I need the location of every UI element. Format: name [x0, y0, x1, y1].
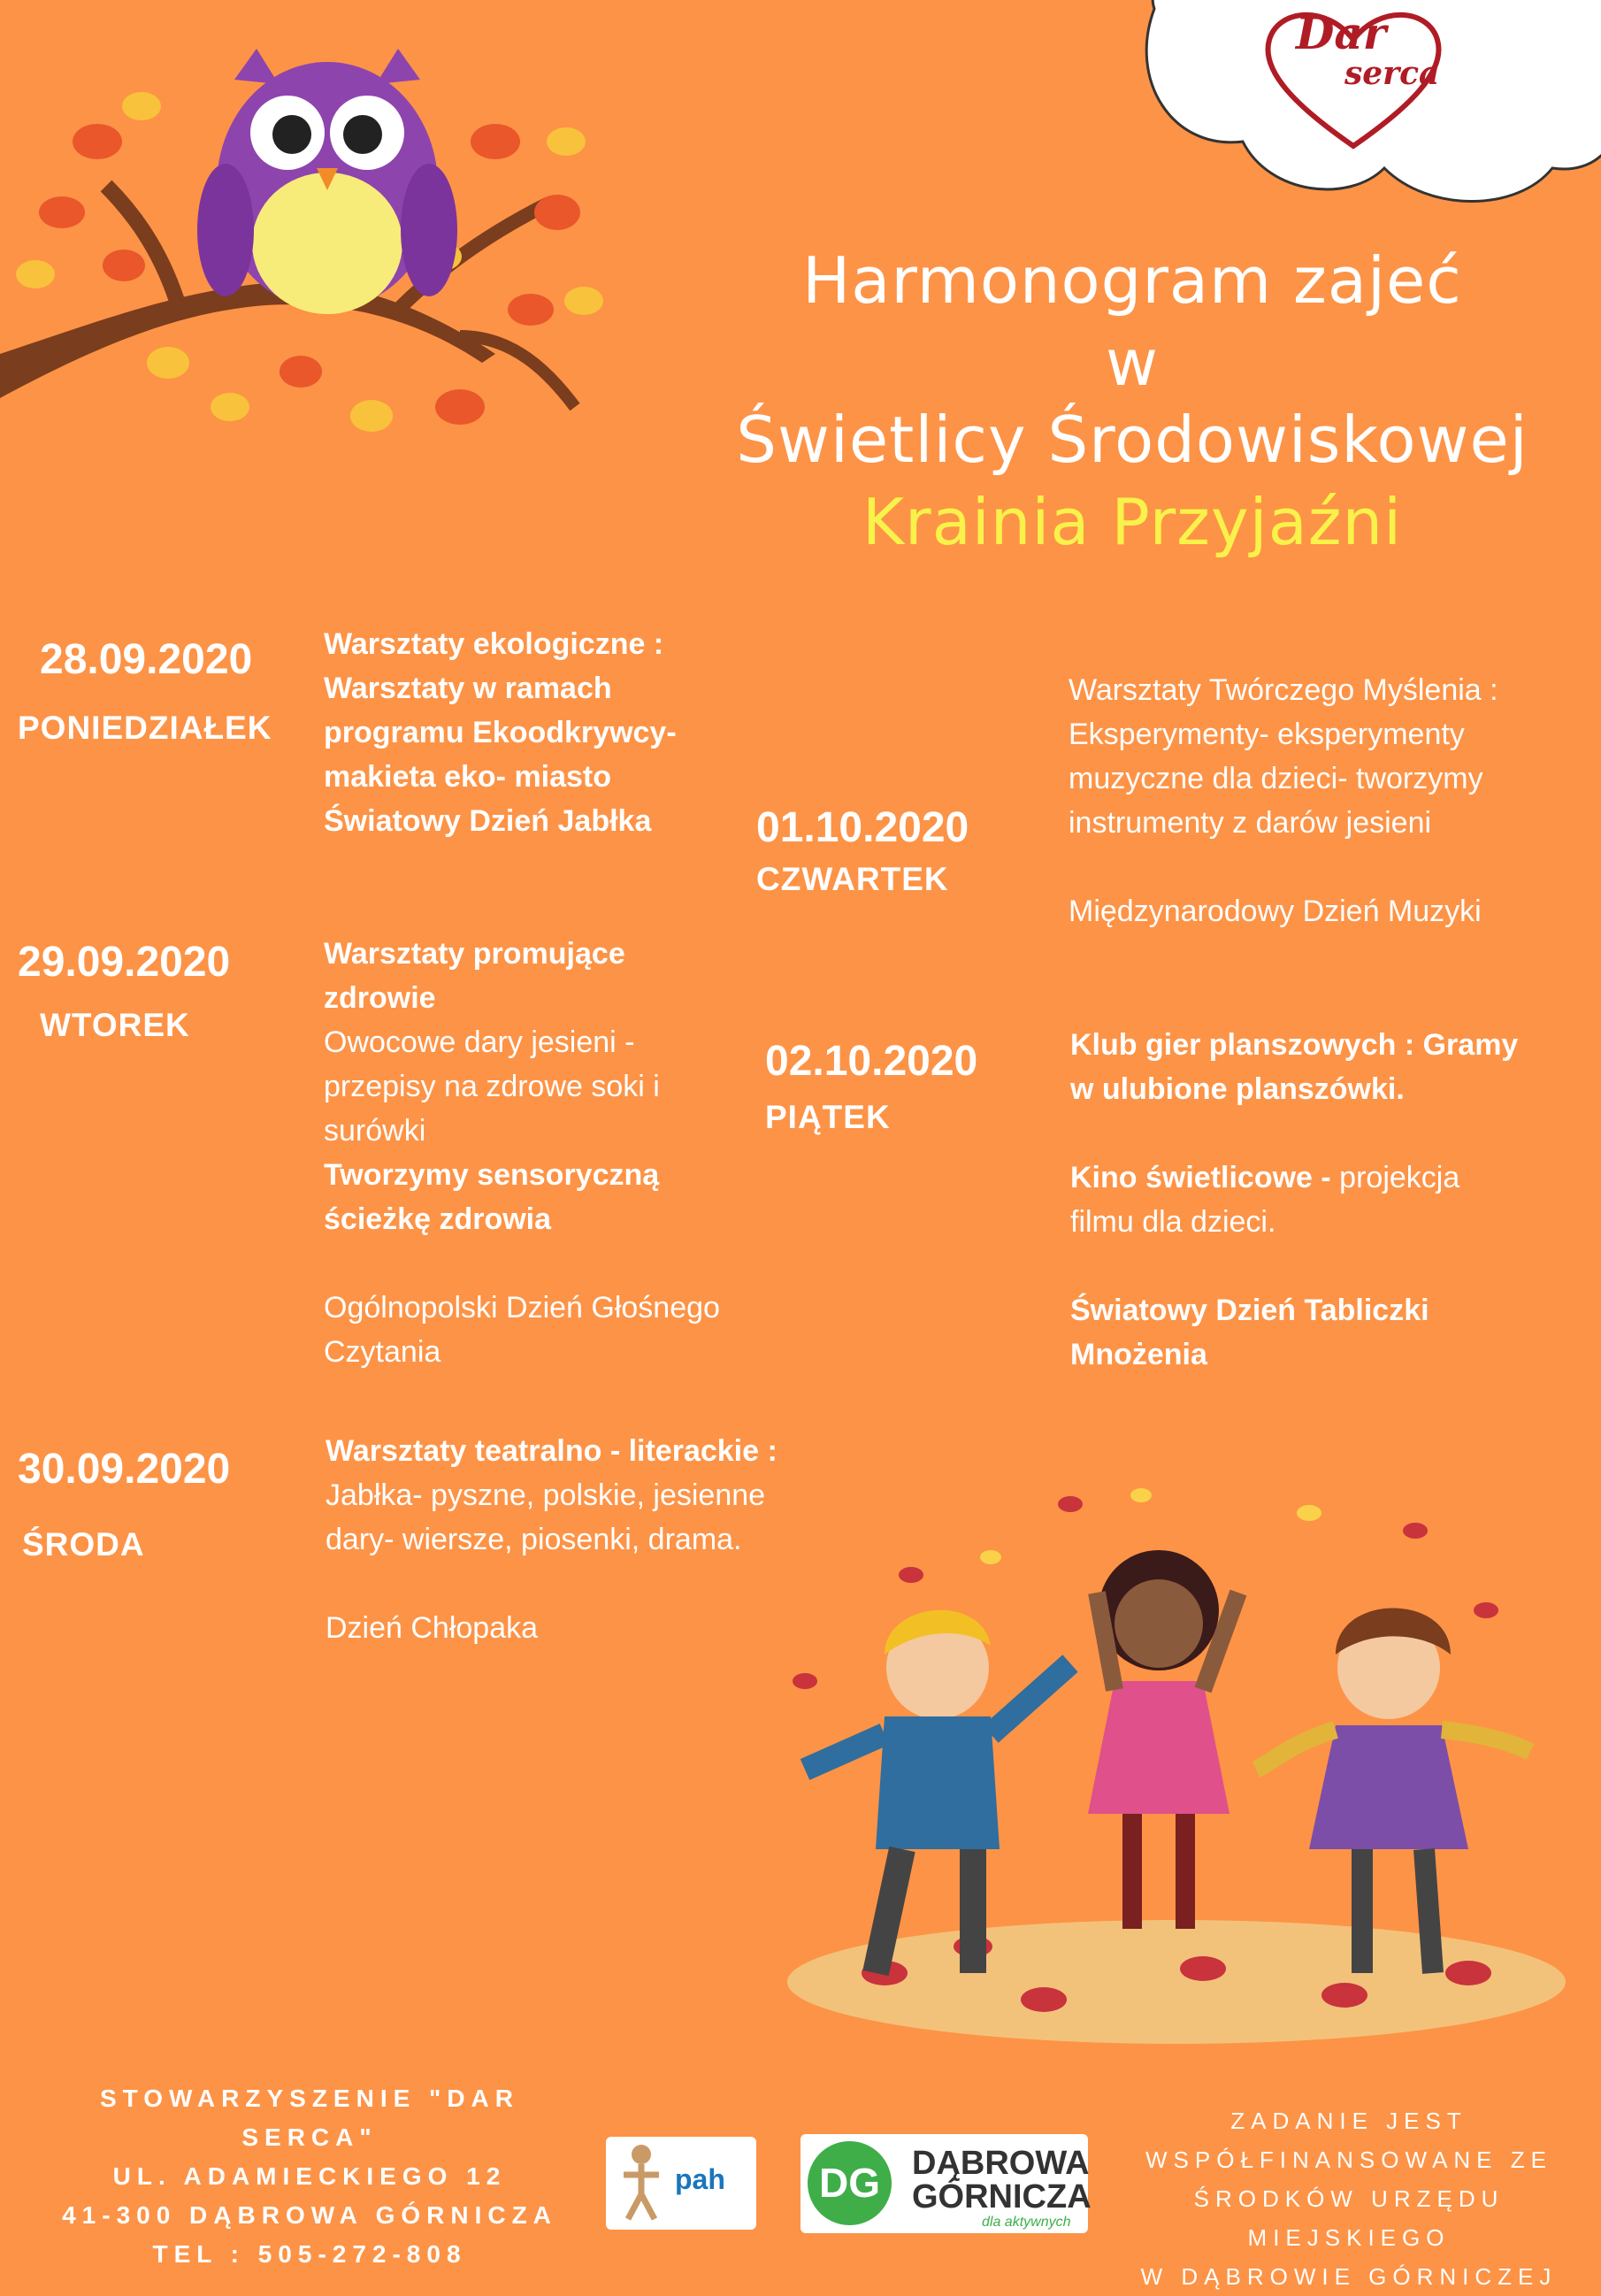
schedule-day: CZWARTEK — [756, 861, 949, 897]
schedule-line — [1070, 1111, 1518, 1156]
schedule-line — [1069, 845, 1498, 889]
dabrowa-gornicza-logo — [800, 2134, 1092, 2233]
schedule-description — [324, 622, 677, 843]
schedule-line: Tworzymy sensoryczną — [324, 1158, 660, 1192]
title-line-1: Harmonogram zajeć — [802, 243, 1462, 318]
schedule-line: Ogólnopolski Dzień Głośnego — [324, 1291, 720, 1325]
schedule-line: Światowy Dzień Jabłka — [324, 804, 652, 838]
schedule-description — [326, 1429, 778, 1650]
schedule-line: ścieżkę zdrowia — [324, 1202, 552, 1236]
title-subtitle: Krainia Przyjaźni — [862, 485, 1403, 559]
footer-funding-line: W DĄBROWIE GÓRNICZEJ — [1140, 2263, 1558, 2290]
schedule-line: makieta eko- miasto — [324, 760, 612, 794]
schedule-line: Dzień Chłopaka — [326, 1611, 539, 1645]
schedule-day: ŚRODA — [22, 1526, 145, 1563]
children-leaves-illustration — [778, 1478, 1574, 2053]
schedule-line: Czytania — [324, 1335, 441, 1369]
schedule-line: Warsztaty w ramach — [324, 672, 612, 705]
schedule-line — [1070, 1244, 1518, 1288]
schedule-line — [1070, 1156, 1518, 1200]
logo-text-top: Dar — [1296, 7, 1387, 59]
dg-tagline: dla aktywnych — [982, 2215, 1071, 2230]
schedule-line: Warsztaty promujące — [324, 937, 625, 971]
footer-address-line: STOWARZYSZENIE "DAR SERCA" — [99, 2085, 519, 2151]
footer-funding-line: WSPÓŁFINANSOWANE ZE — [1145, 2146, 1552, 2173]
schedule-line: Owocowe dary jesieni - — [324, 1025, 635, 1059]
schedule-line: Klub gier planszowych : Gramy — [1070, 1028, 1519, 1062]
schedule-line: programu Ekoodkrywcy- — [324, 716, 677, 749]
dg-mark: DG — [808, 2141, 892, 2225]
schedule-line: Warsztaty Twórczego Myślenia : — [1069, 673, 1498, 707]
schedule-description — [1069, 668, 1498, 933]
schedule-description — [324, 932, 720, 1374]
dg-line2: GÓRNICZA — [912, 2178, 1092, 2215]
schedule-line: zdrowie — [324, 981, 436, 1015]
dg-line1: DĄBROWA — [912, 2145, 1090, 2182]
schedule-line — [326, 1562, 778, 1606]
schedule-line: Mnożenia — [1070, 1338, 1207, 1371]
schedule-date: 29.09.2020 — [18, 939, 231, 986]
schedule-line: Warsztaty teatralno - literackie : — [326, 1434, 778, 1468]
schedule-day: PIĄTEK — [765, 1099, 891, 1135]
schedule-date: 28.09.2020 — [40, 636, 253, 683]
title-line-2: w — [1106, 326, 1159, 400]
footer-address — [35, 2079, 584, 2274]
schedule-day: WTOREK — [40, 1007, 190, 1043]
owl-illustration — [0, 35, 637, 478]
title-line-3: Świetlicy Środowiskowej — [736, 403, 1528, 477]
schedule-line-tail: projekcja — [1339, 1161, 1460, 1194]
schedule-line: przepisy na zdrowe soki i — [324, 1070, 660, 1103]
footer-funding-line: ZADANIE JEST — [1230, 2108, 1467, 2134]
schedule-line: w ulubione planszówki. — [1070, 1072, 1405, 1106]
pah-logo — [606, 2137, 756, 2230]
schedule-line: filmu dla dzieci. — [1070, 1205, 1276, 1239]
dar-serca-logo — [1243, 0, 1464, 168]
logo-text-bottom: serca — [1344, 55, 1440, 92]
schedule-description — [1070, 1023, 1518, 1377]
schedule-line — [324, 1241, 720, 1286]
schedule-day: PONIEDZIAŁEK — [18, 710, 272, 746]
schedule-line: surówki — [324, 1114, 426, 1148]
footer-address-line: 41-300 DĄBROWA GÓRNICZA — [62, 2201, 557, 2229]
schedule-line: muzyczne dla dzieci- tworzymy — [1069, 762, 1483, 795]
schedule-line: Jabłka- pyszne, polskie, jesienne — [326, 1478, 766, 1512]
footer-address-line: UL. ADAMIECKIEGO 12 — [112, 2162, 507, 2190]
schedule-date: 01.10.2020 — [756, 804, 969, 851]
schedule-line: Eksperymenty- eksperymenty — [1069, 718, 1465, 751]
schedule-line: dary- wiersze, piosenki, drama. — [326, 1523, 742, 1556]
schedule-line: Warsztaty ekologiczne : — [324, 627, 664, 661]
schedule-line: Światowy Dzień Tabliczki — [1070, 1294, 1429, 1327]
schedule-line-bold: Kino świetlicowe - — [1070, 1161, 1340, 1194]
footer-funding-line: ŚRODKÓW URZĘDU MIEJSKIEGO — [1193, 2185, 1505, 2251]
footer-address-line: TEL : 505-272-808 — [152, 2240, 467, 2268]
schedule-date: 30.09.2020 — [18, 1446, 231, 1493]
schedule-line: instrumenty z darów jesieni — [1069, 806, 1432, 840]
footer-funding — [1097, 2101, 1601, 2296]
pah-logo-text: pah — [675, 2163, 725, 2195]
schedule-line: Międzynarodowy Dzień Muzyki — [1069, 895, 1482, 928]
schedule-date: 02.10.2020 — [765, 1038, 978, 1085]
figure-icon — [615, 2141, 668, 2225]
